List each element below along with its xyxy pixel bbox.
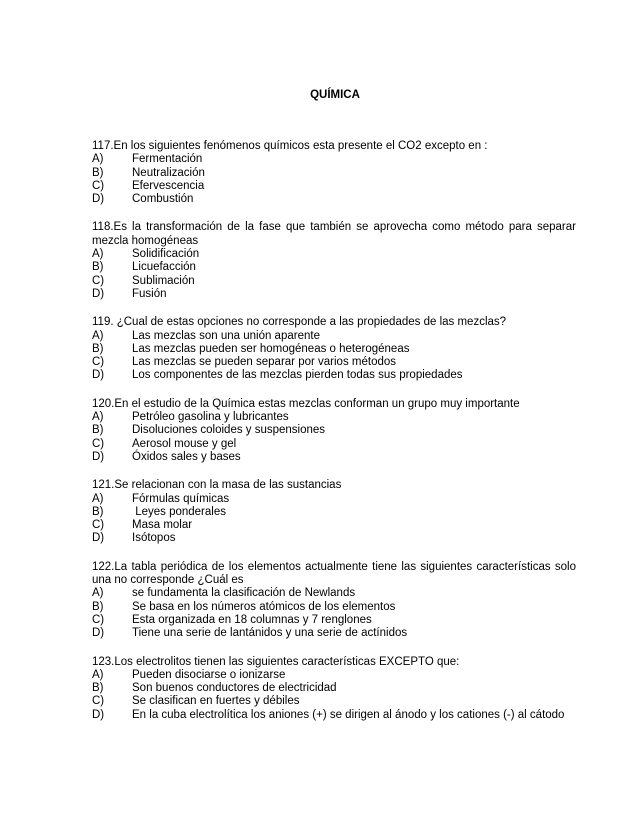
option-item <box>92 506 576 519</box>
option-letter: D) <box>92 193 105 206</box>
option-item <box>92 193 576 206</box>
option-text: Isótopos <box>132 532 176 545</box>
option-letter: B) <box>92 342 104 355</box>
option-letter: D) <box>92 708 105 721</box>
option-text: Fusión <box>132 287 167 300</box>
option-item <box>92 695 576 708</box>
option-text: Efervescencia <box>132 179 205 192</box>
option-letter: A) <box>92 153 104 166</box>
option-text: Son buenos conductores de electricidad <box>132 682 337 695</box>
option-letter: D) <box>92 287 105 300</box>
question-block <box>92 398 576 464</box>
option-item <box>92 614 576 627</box>
option-item <box>92 261 576 274</box>
option-text: Se basa en los números atómicos de los elementos <box>132 600 396 613</box>
option-text: Petróleo gasolina y lubricantes <box>132 411 289 424</box>
option-letter: C) <box>92 437 105 450</box>
option-letter: D) <box>92 627 105 640</box>
option-text: Las mezclas pueden ser homogéneas o heterogéneas <box>132 342 410 355</box>
option-text: Las mezclas son una unión aparente <box>132 329 320 342</box>
option-list <box>92 669 576 722</box>
option-text: Óxidos sales y bases <box>132 450 241 463</box>
question-stem: 120.En el estudio de la Química estas mezclas conforman un grupo muy importante <box>92 397 520 410</box>
option-item <box>92 601 576 614</box>
option-text: Disoluciones coloides y suspensiones <box>132 424 326 437</box>
option-item <box>92 180 576 193</box>
question-stem: 117.En los siguientes fenómenos químicos esta presente el CO2 excepto en : <box>92 140 488 152</box>
option-letter: A) <box>92 587 104 600</box>
option-text: Pueden disociarse o ionizarse <box>132 668 286 681</box>
option-letter: A) <box>92 492 104 505</box>
option-text: Sublimación <box>132 274 195 287</box>
option-item <box>92 519 576 532</box>
option-letter: A) <box>92 248 104 261</box>
option-item <box>92 369 576 382</box>
option-text: Tiene una serie de lantánidos y una serie de actínidos <box>132 627 408 640</box>
option-letter: D) <box>92 532 105 545</box>
option-letter: B) <box>92 261 104 274</box>
option-text: Los componentes de las mezclas pierden todas sus propiedades <box>132 369 463 382</box>
question-stem: 123.Los electrolitos tienen las siguientes características EXCEPTO que: <box>92 655 460 668</box>
option-letter: C) <box>92 274 105 287</box>
option-text: Solidificación <box>132 248 200 261</box>
question-block <box>92 561 576 641</box>
option-item <box>92 669 576 682</box>
option-item <box>92 275 576 288</box>
option-item <box>92 627 576 640</box>
option-item <box>92 587 576 600</box>
option-text: Neutralización <box>132 166 205 179</box>
option-text: Se clasifican en fuertes y débiles <box>132 695 300 708</box>
option-text: Leyes ponderales <box>132 505 226 518</box>
question-block <box>92 221 576 301</box>
page-title: QUÍMICA <box>310 89 360 101</box>
option-item <box>92 411 576 424</box>
option-list <box>92 411 576 464</box>
option-letter: C) <box>92 179 105 192</box>
option-letter: B) <box>92 505 104 518</box>
option-text: Aerosol mouse y gel <box>132 437 237 450</box>
question-stem: 118.Es la transformación de la fase que también se aprovecha como método para separar mezcla homogéneas <box>92 221 576 247</box>
option-letter: A) <box>92 668 104 681</box>
option-text: Licuefacción <box>132 261 196 274</box>
option-letter: B) <box>92 682 104 695</box>
option-item <box>92 288 576 301</box>
option-letter: B) <box>92 166 104 179</box>
option-item <box>92 682 576 695</box>
option-text: Esta organizada en 18 columnas y 7 renglones <box>132 613 372 626</box>
question-stem: 121.Se relacionan con la masa de las sustancias <box>92 479 342 492</box>
option-item <box>92 424 576 437</box>
option-list <box>92 153 576 206</box>
option-letter: C) <box>92 695 105 708</box>
option-item <box>92 709 576 722</box>
option-item <box>92 330 576 343</box>
option-item <box>92 356 576 369</box>
option-text: En la cuba electrolítica los aniones (+) se dirigen al ánodo y los cationes (-) al cátodo <box>132 708 565 721</box>
option-text: Masa molar <box>132 519 193 532</box>
option-list <box>92 330 576 383</box>
option-letter: C) <box>92 356 105 369</box>
option-item <box>92 153 576 166</box>
option-text: se fundamenta la clasificación de Newlands <box>132 587 356 600</box>
option-item <box>92 493 576 506</box>
option-list <box>92 248 576 301</box>
option-text: Fermentación <box>132 153 203 166</box>
option-list <box>92 587 576 640</box>
option-letter: A) <box>92 411 104 424</box>
question-block <box>92 479 576 545</box>
option-text: Fórmulas químicas <box>132 492 230 505</box>
question-block <box>92 316 576 382</box>
option-item <box>92 532 576 545</box>
question-stem: 119. ¿Cual de estas opciones no corresponde a las propiedades de las mezclas? <box>92 316 507 329</box>
option-text: Combustión <box>132 193 194 206</box>
option-item <box>92 167 576 180</box>
option-list <box>92 493 576 546</box>
option-letter: C) <box>92 613 105 626</box>
question-block <box>92 656 576 722</box>
option-item <box>92 248 576 261</box>
question-block <box>92 140 576 206</box>
question-list <box>92 140 576 737</box>
option-item <box>92 451 576 464</box>
option-letter: D) <box>92 450 105 463</box>
question-stem: 122.La tabla periódica de los elementos actualmente tiene las siguientes características solo una no corresponde ¿Cuál es <box>92 560 576 587</box>
option-item <box>92 343 576 356</box>
option-text: Las mezclas se pueden separar por varios métodos <box>132 356 397 369</box>
option-item <box>92 438 576 451</box>
option-letter: B) <box>92 424 104 437</box>
option-letter: C) <box>92 519 105 532</box>
option-letter: B) <box>92 600 104 613</box>
option-letter: D) <box>92 369 105 382</box>
option-letter: A) <box>92 329 104 342</box>
